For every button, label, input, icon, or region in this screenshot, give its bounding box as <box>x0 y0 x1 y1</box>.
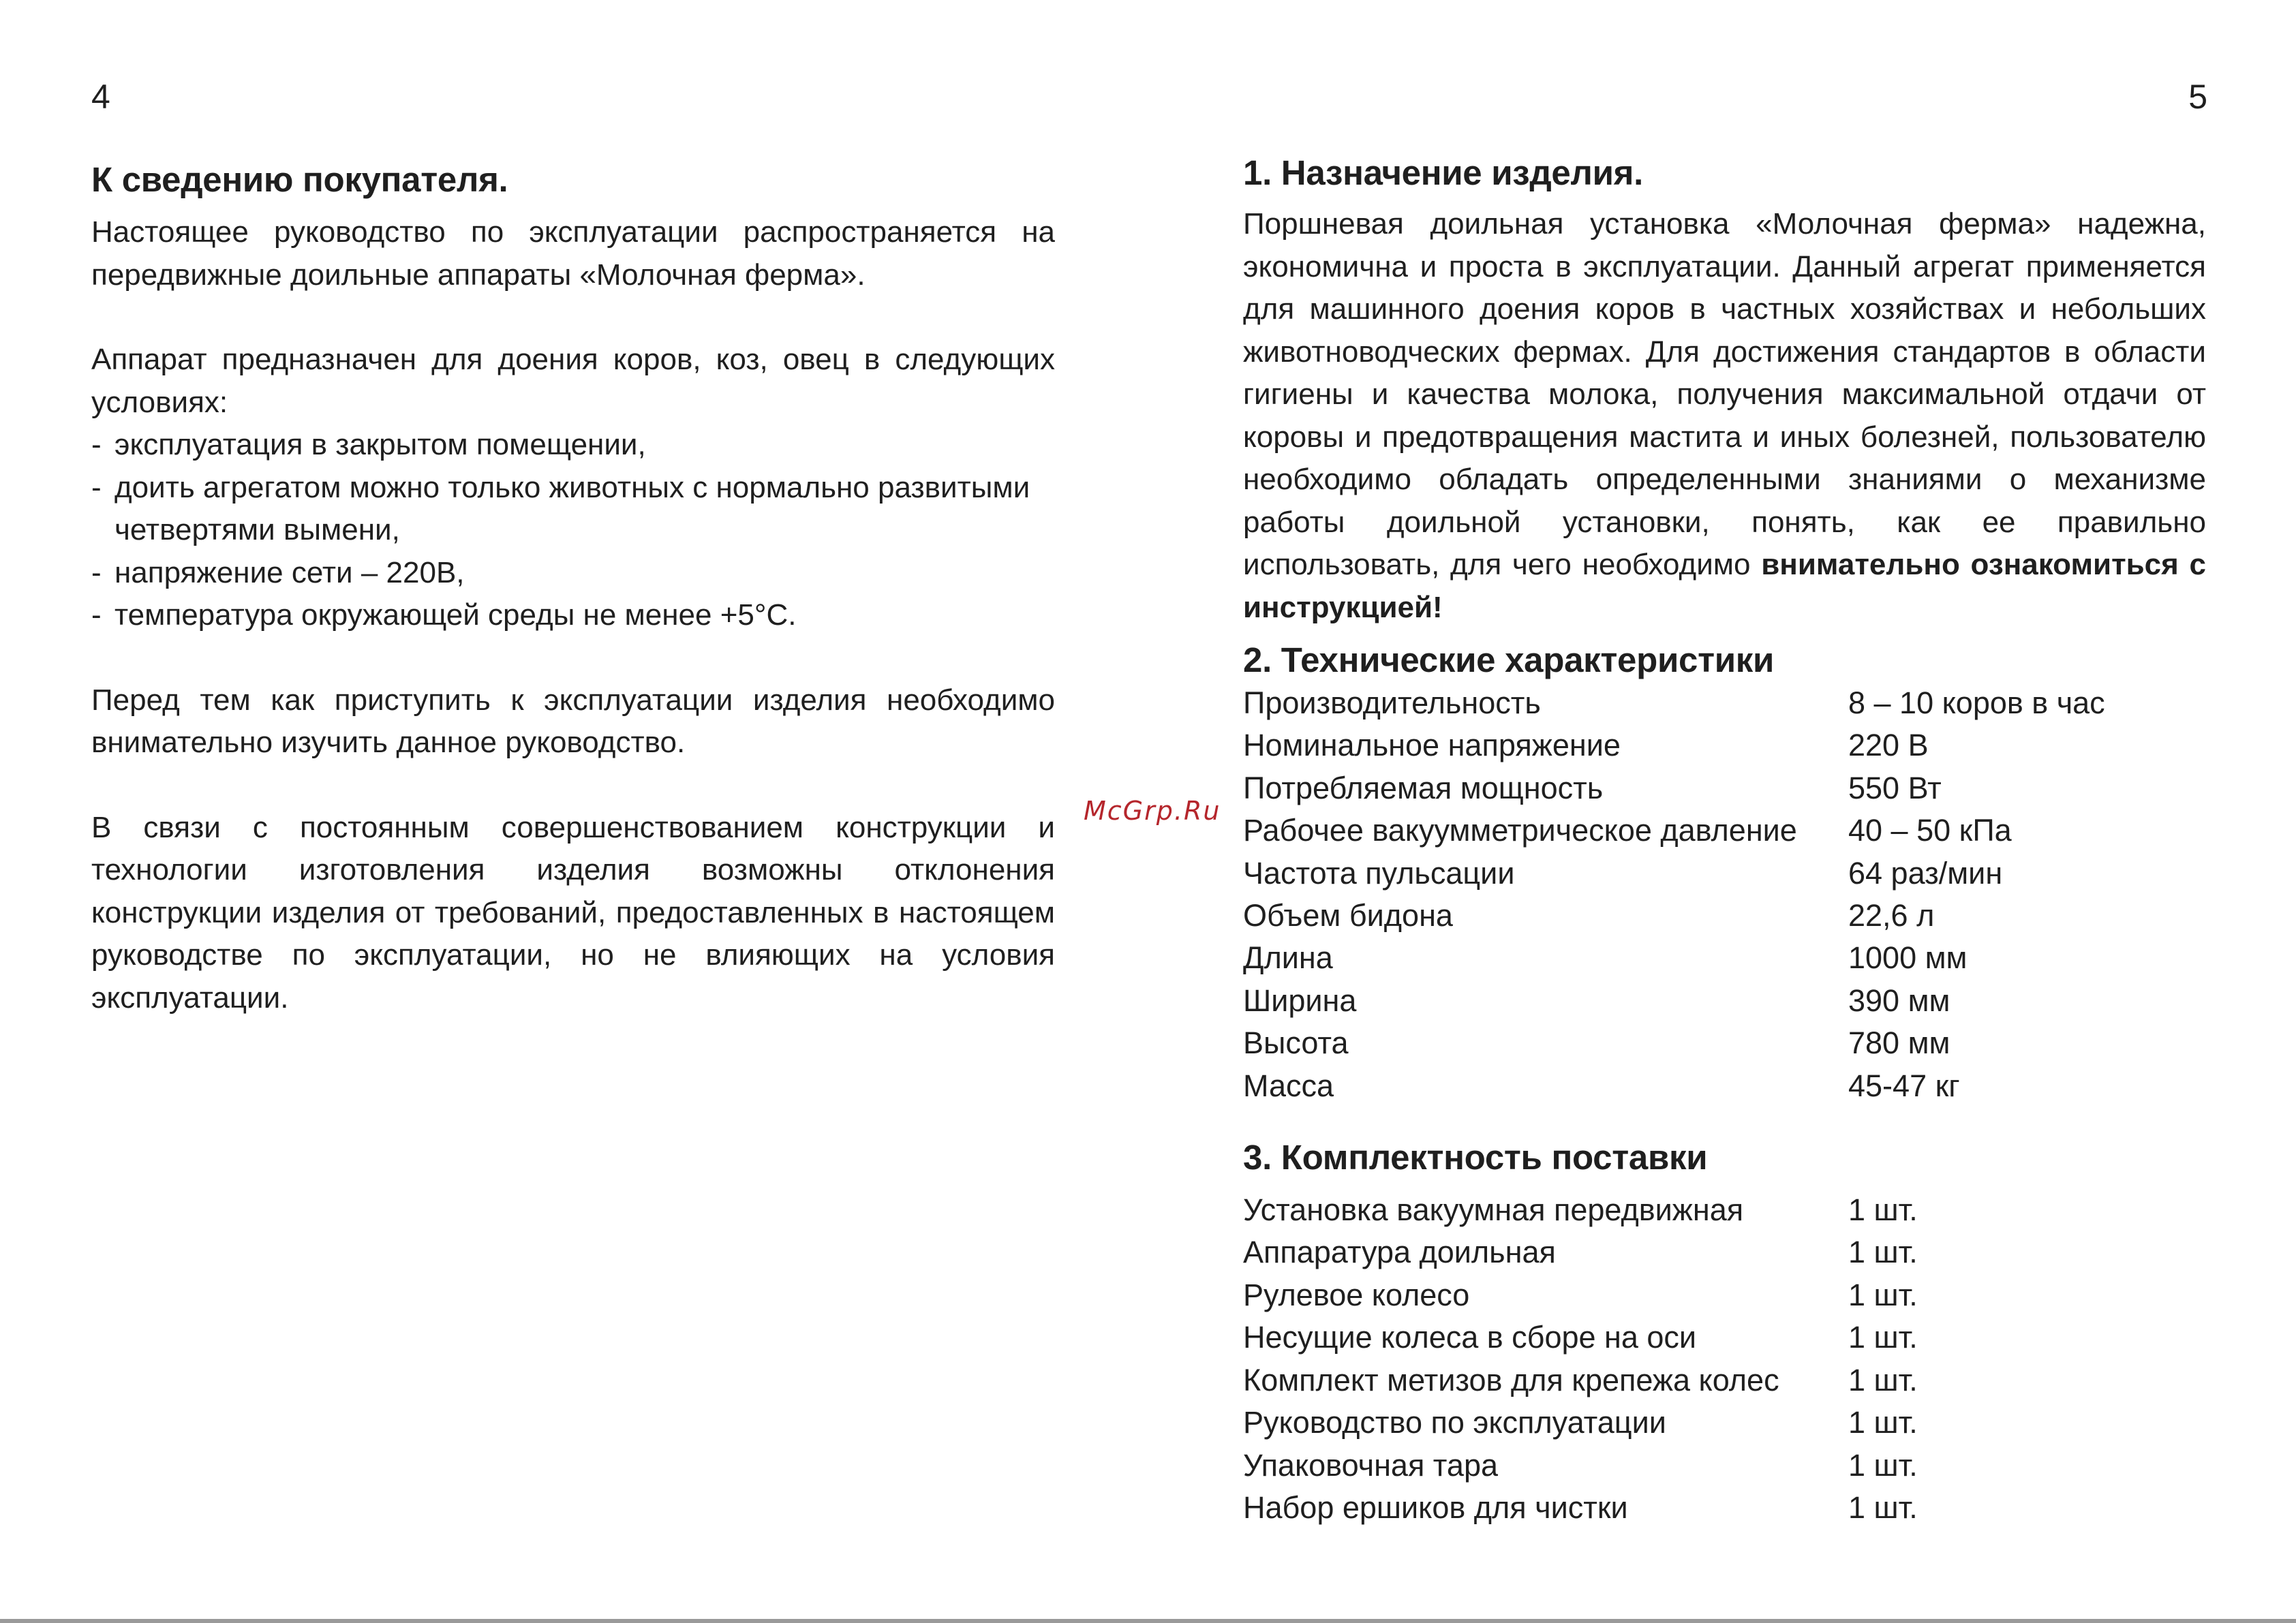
table-row <box>1243 809 2105 852</box>
item-quantity: 1 шт. <box>1848 1192 1918 1228</box>
spec-value: 220 В <box>1848 728 1929 763</box>
spec-value: 8 – 10 коров в час <box>1848 685 2105 720</box>
improvements-paragraph: В связи с постоянным совершенствованием конструкции и технологии изготовления изделия возможны отклонения конструкции изделия от требований, предоставленных в настоящем руководстве по эксплуатации, но не влияющих на условия эксплуатации. <box>91 810 1055 1015</box>
table-row <box>1243 1487 1918 1529</box>
item-quantity: 1 шт. <box>1848 1320 1918 1355</box>
table-row <box>1243 682 2105 724</box>
spec-value: 1000 мм <box>1848 940 1968 976</box>
spec-label: Высота <box>1243 1025 1349 1061</box>
item-quantity: 1 шт. <box>1848 1235 1918 1270</box>
item-quantity: 1 шт. <box>1848 1447 1918 1483</box>
spec-value: 40 – 50 кПа <box>1848 813 2012 848</box>
conditions-list <box>91 424 1055 637</box>
purpose-emphasis: внимательно ознакомиться с инструкцией! <box>1243 548 2206 624</box>
item-label: Комплект метизов для крепежа колес <box>1243 1362 1779 1397</box>
item-label: Аппаратура доильная <box>1243 1235 1556 1270</box>
table-row <box>1243 1022 2105 1064</box>
item-label: Рулевое колесо <box>1243 1277 1470 1312</box>
table-row <box>1243 895 2105 937</box>
item-label: Установка вакуумная передвижная <box>1243 1192 1744 1228</box>
page-number-left: 4 <box>91 78 110 116</box>
left-page-content <box>91 158 1055 1019</box>
table-row <box>1243 1402 1918 1444</box>
table-row <box>1243 1189 1918 1231</box>
purpose-heading: 1. Назначение изделия. <box>1243 153 1643 192</box>
item-quantity: 1 шт. <box>1848 1362 1918 1397</box>
item-quantity: 1 шт. <box>1848 1405 1918 1440</box>
spec-label: Масса <box>1243 1068 1334 1103</box>
list-item: - доить агрегатом можно только животных с нормально развитыми четвертями вымени, <box>91 467 1055 552</box>
list-item: - эксплуатация в закрытом помещении, <box>91 424 1055 467</box>
item-label: Руководство по эксплуатации <box>1243 1405 1666 1440</box>
table-row <box>1243 1444 1918 1487</box>
table-row <box>1243 852 2105 895</box>
spec-label: Объем бидона <box>1243 898 1453 933</box>
spec-label: Номинальное напряжение <box>1243 728 1621 763</box>
before-use-paragraph: Перед тем как приступить к эксплуатации изделия необходимо внимательно изучить данное руководство. <box>91 683 1055 759</box>
watermark: McGrp.Ru <box>1084 796 1221 826</box>
table-row <box>1243 1274 1918 1316</box>
purpose-text: Поршневая доильная установка «Молочная ферма» надежна, экономична и проста в эксплуатации. Данный агрегат применяется для машинного доения коров в частных хозяйствах и небольших животноводческих фермах. Для достижения стандартов в области гигиены и качества молока, получения максимальной отдачи от коровы и предотвращения мастита и иных болезней, пользователю необходимо обладать определенными знаниями о механизме работы доильной установки, понять, как ее правильно использовать, для чего необходимо <box>1243 207 2206 581</box>
bottom-divider <box>0 1619 2296 1623</box>
intro-paragraph: Настоящее руководство по эксплуатации распространяется на передвижные доильные аппараты «Молочная ферма». <box>91 215 1055 292</box>
purpose-paragraph: Аппарат предназначен для доения коров, коз, овец в следующих условиях: <box>91 343 1055 419</box>
spec-value: 780 мм <box>1848 1025 1950 1061</box>
spec-label: Производительность <box>1243 685 1541 720</box>
item-quantity: 1 шт. <box>1848 1277 1918 1312</box>
specs-table <box>1243 682 2105 1107</box>
spec-label: Длина <box>1243 940 1333 976</box>
table-row <box>1243 1359 1918 1402</box>
list-item: - температура окружающей среды не менее +5°С. <box>91 594 1055 637</box>
item-quantity: 1 шт. <box>1848 1489 1918 1525</box>
purpose-description <box>1243 203 2206 629</box>
item-label: Набор ершиков для чистки <box>1243 1489 1628 1525</box>
item-label: Упаковочная тара <box>1243 1447 1498 1483</box>
list-item: - напряжение сети – 220В, <box>91 552 1055 595</box>
spec-label: Потребляемая мощность <box>1243 770 1604 805</box>
contents-heading: 3. Комплектность поставки <box>1243 1138 1708 1177</box>
buyer-notice-heading: К сведению покупателя. <box>91 160 508 199</box>
spec-value: 390 мм <box>1848 983 1950 1018</box>
spec-label: Частота пульсации <box>1243 855 1515 891</box>
specs-heading: 2. Технические характеристики <box>1243 640 1775 679</box>
table-row <box>1243 937 2105 979</box>
table-row <box>1243 724 2105 767</box>
right-page-content <box>1243 151 2206 1529</box>
item-label: Несущие колеса в сборе на оси <box>1243 1320 1697 1355</box>
table-row <box>1243 767 2105 809</box>
table-row <box>1243 1231 1918 1273</box>
page-number-right: 5 <box>2188 78 2207 116</box>
spec-value: 45-47 кг <box>1848 1068 1960 1103</box>
table-row <box>1243 1316 1918 1359</box>
contents-table <box>1243 1189 1918 1529</box>
table-row <box>1243 980 2105 1022</box>
spec-value: 64 раз/мин <box>1848 855 2003 891</box>
spec-label: Рабочее вакуумметрическое давление <box>1243 813 1797 848</box>
spec-value: 22,6 л <box>1848 898 1935 933</box>
table-row <box>1243 1065 2105 1107</box>
spec-value: 550 Вт <box>1848 770 1942 805</box>
spec-label: Ширина <box>1243 983 1357 1018</box>
